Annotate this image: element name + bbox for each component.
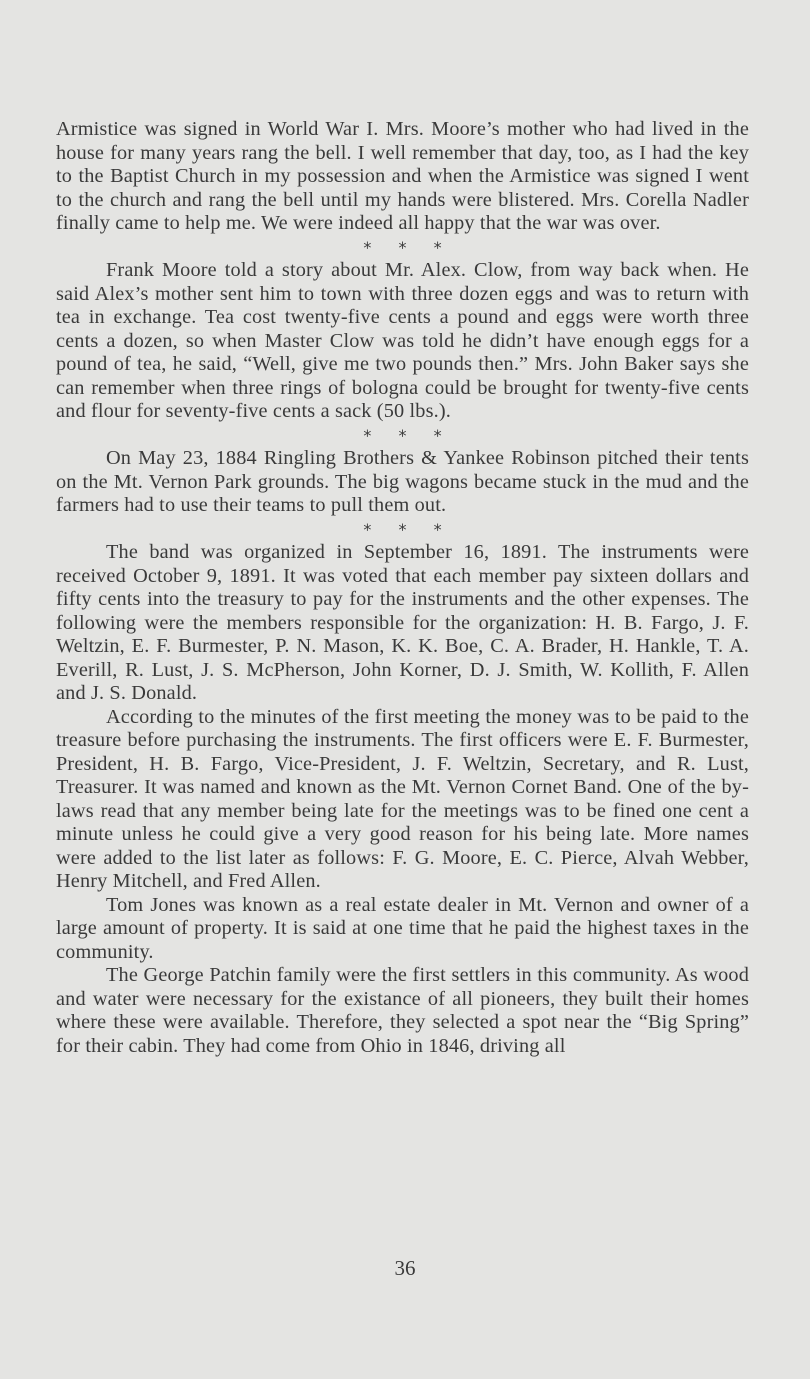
paragraph-frank-moore: Frank Moore told a story about Mr. Alex. Clow, from way back when. He said Alex’s mother sent him to town with three dozen eggs and was to return with tea in exchange. Tea cost twenty-five cents a pound and eggs were worth three cents a dozen, so when Master Clow was told he didn’t have enough eggs for a pound of tea, he said, “Well, give me two pounds then.” Mrs. John Baker says she can remember when three rings of bologna could be brought for twenty-five cents and flour for seventy-five cents a sack (50 lbs.). bbox=[56, 259, 749, 422]
paragraph-band-minutes: According to the minutes of the first meeting the money was to be paid to the treasure before purchasing the instruments. The first officers were E. F. Burmester, President, H. B. Fargo, Vice-President, J. F. Weltzin, Secretary, and R. Lust, Treasurer. It was named and known as the Mt. Vernon Cornet Band. One of the by-laws read that any member being late for the meetings was to be fined one cent a minute unless he could give a very good reason for his being late. More names were added to the list later as follows: F. G. Moore, E. C. Pierce, Alvah Webber, Henry Mitchell, and Fred Allen. bbox=[56, 705, 749, 892]
section-separator: * * * bbox=[363, 237, 442, 257]
page-number: 36 bbox=[394, 1256, 416, 1280]
paragraph-band-organized: The band was organized in September 16, 1891. The instruments were received October 9, 1891. It was voted that each member pay sixteen dollars and fifty cents into the treasury to pay for the instruments and the other expenses. The following were the members responsible for the organization: H. B. Fargo, J. F. Weltzin, E. F. Burmester, P. N. Mason, K. K. Boe, C. A. Brader, H. Hankle, T. A. Everill, R. Lust, J. S. McPherson, John Korner, D. J. Smith, W. Kollith, F. Allen and J. S. Donald. bbox=[56, 541, 749, 704]
paragraph-armistice: Armistice was signed in World War I. Mrs. Moore’s mother who had lived in the house for many years rang the bell. I well remember that day, too, as I had the key to the Baptist Church in my possession and when the Armistice was signed I went to the church and rang the bell until my hands were blistered. Mrs. Corella Nadler finally came to help me. We were indeed all happy that the war was over. bbox=[56, 118, 749, 234]
text-column bbox=[56, 118, 749, 1058]
paragraph-patchin-family: The George Patchin family were the first settlers in this community. As wood and water were necessary for the existance of all pioneers, they built their homes where these were available. Therefore, they selected a spot near the “Big Spring” for their cabin. They had come from Ohio in 1846, driving all bbox=[56, 964, 749, 1057]
paragraph-tom-jones: Tom Jones was known as a real estate dealer in Mt. Vernon and owner of a large amount of property. It is said at one time that he paid the highest taxes in the community. bbox=[56, 893, 749, 963]
section-separator: * * * bbox=[363, 519, 442, 539]
section-separator: * * * bbox=[363, 425, 442, 445]
paragraph-ringling-brothers: On May 23, 1884 Ringling Brothers & Yankee Robinson pitched their tents on the Mt. Vernon Park grounds. The big wagons became stuck in the mud and the farmers had to use their teams to pull them out. bbox=[56, 447, 749, 516]
